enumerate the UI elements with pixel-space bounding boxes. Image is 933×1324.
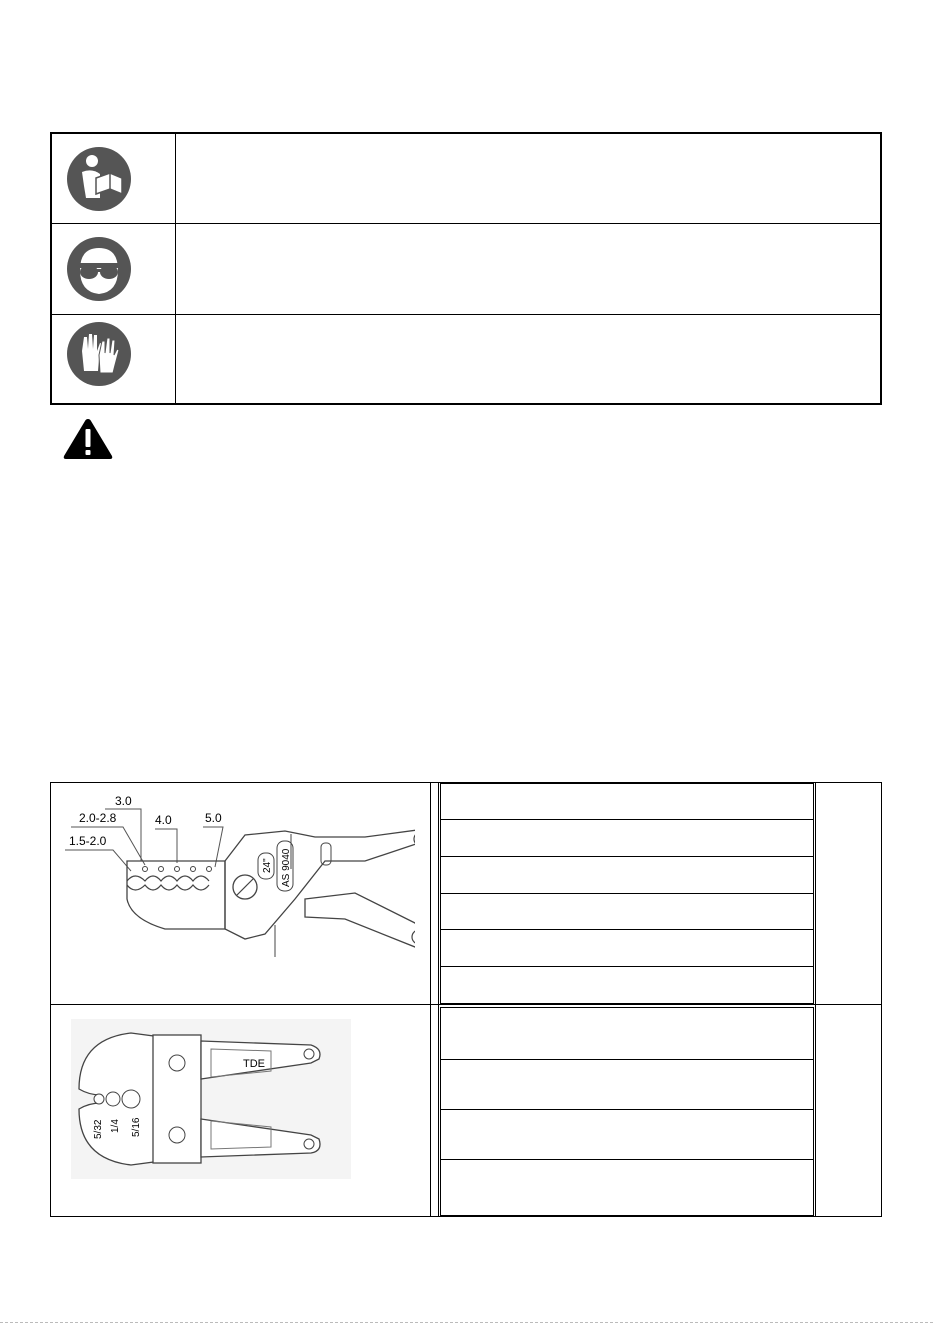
safety-goggles-icon	[66, 236, 132, 302]
read-manual-icon	[66, 146, 132, 212]
body-mark: 24"	[262, 858, 273, 873]
safety-text-cell	[176, 134, 880, 223]
empty-box	[440, 783, 814, 820]
upper-box-stack	[440, 783, 814, 1004]
empty-box	[440, 1007, 814, 1060]
icon-cell	[52, 134, 176, 223]
column-line	[438, 783, 439, 1216]
safety-row-read-manual	[52, 134, 880, 224]
empty-box	[440, 1109, 814, 1160]
empty-box	[440, 893, 814, 930]
die-label: 5/16	[131, 1117, 142, 1137]
brand-mark: TDE	[243, 1058, 265, 1070]
die-label: 5/32	[93, 1119, 104, 1139]
body-mark: AS 9040	[281, 848, 292, 887]
column-line	[430, 783, 431, 1216]
die-label: 1.5-2.0	[69, 834, 107, 848]
die-label: 3.0	[115, 794, 132, 808]
large-crimper-drawing	[65, 789, 415, 989]
protective-gloves-icon	[66, 321, 132, 387]
empty-box	[440, 1159, 814, 1216]
safety-row-goggles	[52, 224, 880, 315]
safety-text-cell	[176, 315, 880, 403]
safety-symbols-table	[50, 132, 882, 405]
empty-box	[440, 1059, 814, 1110]
icon-cell	[52, 315, 176, 403]
page-bottom-rule	[0, 1322, 933, 1323]
lower-box-stack	[440, 1005, 814, 1216]
empty-box	[440, 929, 814, 967]
empty-box	[440, 819, 814, 857]
small-crimper-drawing	[71, 1019, 351, 1179]
die-label: 4.0	[155, 813, 172, 827]
die-label: 5.0	[205, 811, 222, 825]
empty-box	[440, 856, 814, 894]
empty-box	[440, 966, 814, 1004]
column-line	[815, 783, 816, 1216]
crimper-table	[50, 782, 882, 1217]
die-label: 2.0-2.8	[79, 811, 117, 825]
safety-row-gloves	[52, 315, 880, 403]
die-label: 1/4	[110, 1119, 121, 1133]
warning-triangle-icon	[62, 417, 114, 461]
safety-text-cell	[176, 224, 880, 314]
icon-cell	[52, 224, 176, 314]
